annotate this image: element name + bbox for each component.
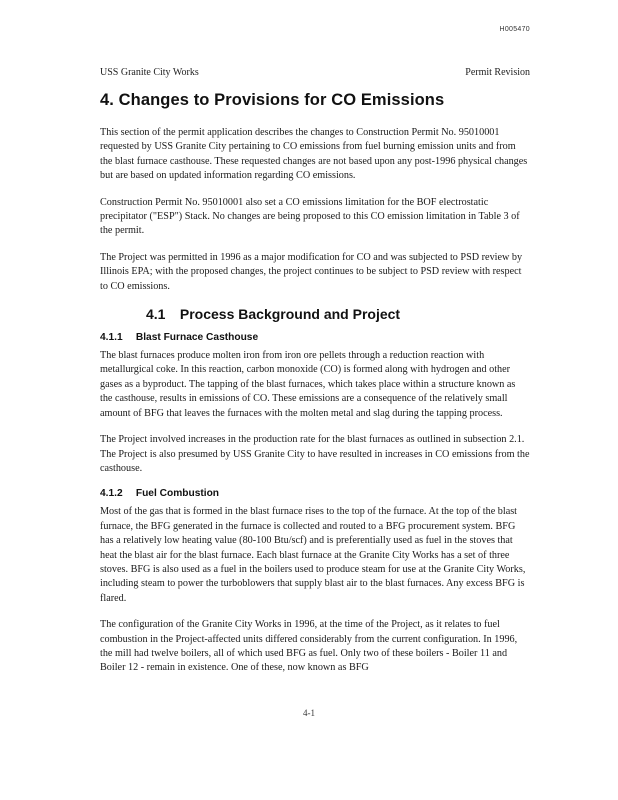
subsection-title: Process Background and Project (179, 306, 401, 323)
subsection-heading (146, 306, 530, 322)
subsubsection-heading-casthouse (100, 332, 530, 343)
casthouse-paragraph: The blast furnaces produce molten iron from iron ore pellets through a reduction reaction with metallurgical coke. In this reaction, carbon monoxide (CO) is formed along with hydrogen and other gases as a byproduct. The tapping of the blast furnaces, which takes place within a structure known as the casthouse, results in emissions of CO. These emissions are a consequence of the relatively small amount of BFG that leaves the furnaces with the molten metal and slag during the tapping process. (100, 350, 516, 419)
section-paragraph: This section of the permit application describes the changes to Construction Permit No. 95010001 requested by USS Granite City pertaining to CO emissions from fuel burning emission units and from the blast furnace casthouse. These requested changes are not based upon any post-1996 physical changes but are based on updated information regarding CO emissions. (100, 127, 528, 182)
fuel-combustion-paragraph: The configuration of the Granite City Works in 1996, at the time of the Project, as it relates to fuel combustion in the Project-affected units differed considerably from the current configuration. In 1996, the mill had twelve boilers, all of which used BFG as fuel. Only two of these boilers - Boiler 11 and Boiler 12 - remain in existence. One of these, now known as BFG (100, 619, 518, 674)
subsubsection-number: 4.1.2 (100, 488, 123, 500)
subsubsection-title: Fuel Combustion (135, 488, 220, 500)
document-id: H005470 (499, 26, 530, 33)
document-body (100, 91, 530, 688)
header-document-type: Permit Revision (465, 67, 530, 78)
subsubsection-number: 4.1.1 (100, 332, 123, 344)
running-header (100, 67, 530, 81)
subsection-number: 4.1 (146, 306, 166, 323)
casthouse-paragraph: The Project involved increases in the production rate for the blast furnaces as outlined in subsection 2.1. The Project is also presumed by USS Granite City to have resulted in increases in CO emissions from the casthouse. (100, 434, 530, 474)
subsubsection-title: Blast Furnace Casthouse (135, 332, 259, 344)
fuel-combustion-paragraph: Most of the gas that is formed in the blast furnace rises to the top of the furnace. At the top of the blast furnace, the BFG generated in the furnace is collected and routed to a BFG procurement system. BFG has a relatively low heating value (80-100 Btu/scf) and is preferentially used as fuel in the stoves that heat the blast air for the blast furnace. Each blast furnace at the Granite City Works has a set of three stoves. BFG is also used as a fuel in the boilers used to produce steam for use at the Granite City Works, including steam to power the turboblowers that supply blast air to the blast furnaces. Any excess BFG is flared. (100, 506, 526, 604)
section-paragraph: Construction Permit No. 95010001 also set a CO emissions limitation for the BOF electrostatic precipitator ("ESP") Stack. No changes are being proposed to this CO emission limitation in Table 3 of the permit. (100, 196, 520, 237)
header-facility: USS Granite City Works (100, 67, 199, 78)
subsubsection-heading-fuel-combustion (100, 488, 530, 499)
section-heading: 4. Changes to Provisions for CO Emissions (100, 91, 445, 109)
page-number: 4-1 (303, 708, 315, 718)
section-paragraph: The Project was permitted in 1996 as a major modification for CO and was subjected to PSD review by Illinois EPA; with the proposed changes, the project continues to be subject to PSD review with respect to CO emissions. (100, 251, 523, 292)
